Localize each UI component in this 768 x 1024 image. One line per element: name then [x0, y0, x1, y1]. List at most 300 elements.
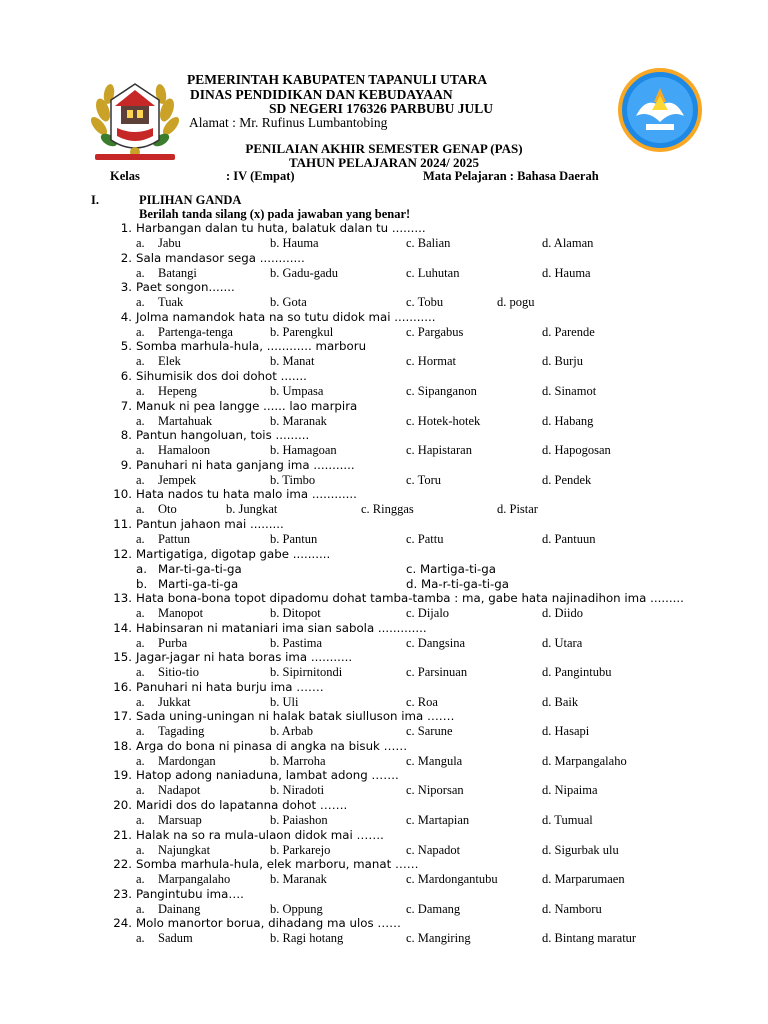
option-text: c. Niporsan	[406, 783, 464, 798]
answer-option[interactable]	[270, 354, 314, 369]
question-number: 2.	[120, 250, 132, 265]
answer-option[interactable]	[406, 783, 464, 798]
question-number: 12.	[113, 546, 132, 561]
option-text: c. Hapistaran	[406, 443, 472, 458]
option-text: Martahuak	[158, 413, 213, 428]
answer-option[interactable]	[136, 636, 187, 651]
answer-option[interactable]	[136, 562, 242, 576]
answer-option[interactable]	[542, 754, 627, 769]
header-school-name: SD NEGERI 176326 PARBUBU JULU	[269, 101, 494, 116]
option-text: b. Hauma	[270, 236, 319, 250]
kelas-value: : IV (Empat)	[226, 169, 295, 183]
option-text: c. Dangsina	[406, 635, 466, 650]
question-number: 15.	[113, 650, 132, 665]
option-text: Mardongan	[158, 753, 216, 768]
header-address: Alamat : Mr. Rufinus Lumbantobing	[189, 115, 388, 130]
option-text: c. Luhutan	[406, 265, 460, 280]
option-text: d. Baik	[542, 694, 579, 709]
answer-option[interactable]	[406, 354, 456, 369]
option-text: b. Pastima	[270, 635, 323, 650]
answer-option[interactable]	[406, 902, 460, 917]
question-number: 22.	[113, 857, 132, 872]
option-text: d. Pendek	[542, 472, 592, 487]
question-text: Jagar-jagar ni hata boras ima ...........	[136, 650, 353, 665]
question-item	[0, 310, 768, 340]
option-text: Tagading	[158, 724, 205, 739]
question-number: 9.	[120, 457, 132, 472]
option-text: d. Sinamot	[542, 383, 597, 398]
option-text: Najungkat	[158, 842, 211, 857]
option-letter: a.	[136, 502, 145, 517]
answer-option[interactable]	[406, 665, 467, 680]
answer-option[interactable]	[136, 473, 196, 488]
option-text: Jempek	[158, 472, 197, 487]
option-letter: a.	[136, 236, 145, 250]
option-letter: a.	[136, 383, 145, 398]
option-text: d. Hapogosan	[542, 443, 611, 458]
option-letter: a.	[136, 753, 145, 768]
answer-option[interactable]	[361, 502, 414, 517]
question-item	[0, 547, 768, 591]
answer-option[interactable]	[136, 325, 233, 340]
question-text: Paet songon.......	[136, 280, 235, 295]
answer-option[interactable]	[542, 695, 578, 710]
question-text: Martigatiga, digotap gabe ..........	[136, 546, 331, 561]
option-text: c. Napadot	[406, 842, 461, 857]
option-text: d. Marpangalaho	[542, 753, 627, 768]
option-letter: a.	[136, 295, 145, 310]
question-item	[0, 591, 768, 621]
option-text: d. Utara	[542, 635, 583, 650]
answer-option[interactable]	[542, 236, 593, 251]
header-department: DINAS PENDIDIKAN DAN KEBUDAYAAN	[190, 87, 453, 102]
question-number: 18.	[113, 738, 132, 753]
option-text: b. Pantun	[270, 531, 318, 546]
option-text: b. Gadu-gadu	[270, 265, 339, 280]
question-number: 10.	[113, 487, 132, 502]
question-text: Pantun jahaon mai .........	[136, 516, 284, 531]
option-text: Mar-ti-ga-ti-ga	[158, 561, 242, 576]
option-letter: a.	[136, 842, 145, 857]
option-text: c. Ringgas	[361, 502, 414, 517]
answer-option[interactable]	[270, 414, 327, 429]
option-text: d. Marparumaen	[542, 872, 625, 887]
option-text: d. Ma-r-ti-ga-ti-ga	[406, 576, 510, 591]
answer-option[interactable]	[542, 783, 598, 798]
option-text: Dainang	[158, 901, 201, 916]
answer-option[interactable]	[406, 931, 471, 946]
answer-option[interactable]	[136, 606, 203, 621]
question-number: 19.	[113, 768, 132, 783]
question-number: 13.	[113, 590, 132, 605]
question-number: 14.	[113, 620, 132, 635]
option-text: c. Mangiring	[406, 931, 471, 946]
option-text: Jabu	[158, 236, 181, 250]
answer-option[interactable]	[542, 325, 595, 340]
option-text: b. Niradoti	[270, 783, 325, 798]
answer-option[interactable]	[406, 266, 459, 281]
option-text: c. Damang	[406, 901, 461, 916]
option-text: b. Oppung	[270, 901, 323, 916]
question-text: Sada uning-uningan ni halak batak siulluson ima …….	[136, 709, 455, 724]
answer-option[interactable]	[270, 532, 317, 547]
answer-option[interactable]	[136, 266, 197, 281]
question-item	[0, 709, 768, 739]
question-number: 11.	[113, 516, 132, 531]
option-text: b. Manat	[270, 354, 315, 369]
question-number: 4.	[120, 309, 132, 324]
option-text: b. Ditopot	[270, 605, 321, 620]
option-text: Oto	[158, 502, 177, 517]
answer-option[interactable]	[136, 295, 183, 310]
answer-option[interactable]	[406, 577, 509, 591]
option-letter: a.	[136, 561, 147, 576]
answer-option[interactable]	[406, 872, 498, 887]
option-letter: a.	[136, 783, 145, 798]
option-text: b. Hamagoan	[270, 443, 337, 458]
question-text: Manuk ni pea langge ...... lao marpira	[136, 398, 358, 413]
option-text: b. Ragi hotang	[270, 931, 344, 946]
answer-option[interactable]	[542, 606, 583, 621]
question-item	[0, 650, 768, 680]
question-item	[0, 916, 768, 946]
question-text: Panuhari ni hata ganjang ima ...........	[136, 457, 355, 472]
answer-option[interactable]	[136, 843, 210, 858]
section-instruction: Berilah tanda silang (x) pada jawaban yang benar!	[139, 207, 411, 221]
answer-option[interactable]	[270, 665, 342, 680]
question-item	[0, 399, 768, 429]
answer-option[interactable]	[136, 754, 216, 769]
exam-title: PENILAIAN AKHIR SEMESTER GENAP (PAS)	[245, 141, 523, 156]
header-government: PEMERINTAH KABUPATEN TAPANULI UTARA	[187, 72, 488, 87]
option-text: b. Sipirnitondi	[270, 665, 343, 680]
question-list	[0, 221, 768, 946]
question-item	[0, 428, 768, 458]
answer-option[interactable]	[406, 473, 441, 488]
answer-option[interactable]	[406, 606, 449, 621]
option-letter: a.	[136, 724, 145, 739]
answer-option[interactable]	[406, 813, 469, 828]
option-letter: a.	[136, 413, 145, 428]
question-number: 1.	[120, 221, 132, 235]
exam-year: TAHUN PELAJARAN 2024/ 2025	[288, 155, 480, 170]
option-letter: a.	[136, 531, 145, 546]
option-letter: a.	[136, 265, 145, 280]
option-text: d. Tumual	[542, 813, 593, 828]
option-letter: a.	[136, 813, 145, 828]
option-letter: a.	[136, 694, 145, 709]
option-text: d. Burju	[542, 354, 583, 369]
answer-option[interactable]	[270, 902, 323, 917]
answer-option[interactable]	[270, 384, 323, 399]
answer-option[interactable]	[542, 473, 591, 488]
answer-option[interactable]	[136, 695, 191, 710]
answer-option[interactable]	[406, 414, 480, 429]
answer-option[interactable]	[497, 295, 535, 310]
question-text: Halak na so ra mula-ulaon didok mai …….	[136, 827, 384, 842]
option-text: d. Namboru	[542, 901, 602, 916]
option-text: d. Alaman	[542, 236, 594, 250]
answer-option[interactable]	[136, 783, 200, 798]
option-letter: a.	[136, 605, 145, 620]
option-text: d. Parende	[542, 324, 595, 339]
option-text: c. Sipanganon	[406, 383, 477, 398]
answer-option[interactable]	[136, 236, 181, 251]
answer-option[interactable]	[136, 354, 181, 369]
answer-option[interactable]	[406, 843, 460, 858]
answer-option[interactable]	[406, 695, 438, 710]
answer-option[interactable]	[270, 931, 343, 946]
question-item	[0, 280, 768, 310]
question-item	[0, 768, 768, 798]
option-text: c. Pargabus	[406, 324, 464, 339]
section-numeral: I.	[91, 193, 99, 207]
answer-option[interactable]	[270, 236, 319, 251]
option-text: Hamaloon	[158, 443, 211, 458]
question-text: Pangintubu ima….	[136, 886, 244, 901]
answer-option[interactable]	[542, 665, 611, 680]
answer-option[interactable]	[136, 532, 190, 547]
question-text: Pantun hangoluan, tois .........	[136, 428, 310, 443]
option-letter: a.	[136, 665, 145, 680]
question-item	[0, 517, 768, 547]
option-text: d. Hauma	[542, 265, 591, 280]
answer-option[interactable]	[406, 562, 496, 576]
answer-option[interactable]	[542, 902, 602, 917]
answer-option[interactable]	[542, 843, 619, 858]
question-text: Harbangan dalan tu huta, balatuk dalan tu .........	[136, 221, 426, 235]
question-text: Sala mandasor sega ............	[136, 250, 305, 265]
question-text: Molo manortor borua, dihadang ma ulos ……	[136, 916, 401, 931]
answer-option[interactable]	[270, 695, 298, 710]
answer-option[interactable]	[270, 783, 324, 798]
option-text: b. Uli	[270, 694, 299, 709]
option-text: b. Parengkul	[270, 324, 334, 339]
option-text: Marpangalaho	[158, 872, 231, 887]
option-text: Partenga-tenga	[158, 324, 233, 339]
option-text: Sitio-tio	[158, 665, 199, 680]
answer-option[interactable]	[136, 724, 204, 739]
answer-option[interactable]	[136, 577, 238, 591]
question-item	[0, 680, 768, 710]
answer-option[interactable]	[542, 532, 595, 547]
answer-option[interactable]	[270, 443, 337, 458]
answer-option[interactable]	[136, 813, 202, 828]
option-text: Nadapot	[158, 783, 201, 798]
answer-option[interactable]	[406, 236, 450, 251]
question-text: Panuhari ni hata burju ima …….	[136, 679, 324, 694]
question-item	[0, 458, 768, 488]
option-text: Manopot	[158, 605, 204, 620]
option-text: b. Marroha	[270, 753, 326, 768]
answer-option[interactable]	[542, 724, 589, 739]
option-text: b. Timbo	[270, 472, 316, 487]
option-text: d. Habang	[542, 413, 594, 428]
answer-option[interactable]	[406, 443, 472, 458]
option-letter: a.	[136, 354, 145, 369]
question-item	[0, 798, 768, 828]
answer-option[interactable]	[406, 295, 443, 310]
answer-option[interactable]	[406, 384, 477, 399]
option-text: c. Sarune	[406, 724, 453, 739]
question-number: 7.	[120, 398, 132, 413]
option-letter: a.	[136, 901, 145, 916]
question-text: Arga do bona ni pinasa di angka na bisuk ……	[136, 738, 408, 753]
answer-option[interactable]	[270, 325, 333, 340]
option-text: c. Hotek-hotek	[406, 413, 481, 428]
question-text: Maridi dos do lapatanna dohot …….	[136, 798, 348, 813]
answer-option[interactable]	[136, 872, 230, 887]
option-text: Sadum	[158, 931, 193, 946]
section-title: PILIHAN GANDA	[139, 193, 242, 207]
answer-option[interactable]	[542, 354, 583, 369]
option-text: c. Hormat	[406, 354, 456, 369]
answer-option[interactable]	[270, 872, 327, 887]
question-text: Hatop adong naniaduna, lambat adong …….	[136, 768, 399, 783]
question-item	[0, 621, 768, 651]
option-text: d. Diido	[542, 605, 583, 620]
option-text: b. Maranak	[270, 413, 327, 428]
option-text: c. Parsinuan	[406, 665, 468, 680]
option-text: d. Bintang maratur	[542, 931, 637, 946]
option-text: c. Martapian	[406, 813, 470, 828]
question-item	[0, 857, 768, 887]
answer-option[interactable]	[136, 902, 200, 917]
question-item	[0, 221, 768, 251]
question-item	[0, 339, 768, 369]
option-letter: a.	[136, 931, 145, 946]
answer-option[interactable]	[406, 325, 463, 340]
option-text: c. Mangula	[406, 753, 463, 768]
answer-option[interactable]	[542, 872, 625, 887]
option-text: Jukkat	[158, 694, 191, 709]
question-text: Habinsaran ni mataniari ima sian sabola .............	[136, 620, 427, 635]
answer-option[interactable]	[136, 502, 177, 517]
answer-option[interactable]	[542, 931, 636, 946]
question-number: 17.	[113, 709, 132, 724]
question-item	[0, 739, 768, 769]
answer-option[interactable]	[542, 636, 582, 651]
answer-option[interactable]	[270, 295, 307, 310]
option-text: b. Paiashon	[270, 813, 328, 828]
option-text: d. Hasapi	[542, 724, 590, 739]
option-text: b. Gota	[270, 295, 307, 310]
answer-option[interactable]	[542, 443, 611, 458]
question-item	[0, 251, 768, 281]
option-text: d. Pantuun	[542, 531, 596, 546]
question-number: 24.	[113, 916, 132, 931]
answer-option[interactable]	[270, 266, 338, 281]
question-number: 8.	[120, 428, 132, 443]
option-text: b. Parkarejo	[270, 842, 331, 857]
option-text: d. pogu	[497, 295, 535, 310]
answer-option[interactable]	[497, 502, 538, 517]
answer-option[interactable]	[406, 754, 462, 769]
question-number: 16.	[113, 679, 132, 694]
answer-option[interactable]	[542, 384, 596, 399]
option-text: Pattun	[158, 531, 190, 546]
question-text: Jolma namandok hata na so tutu didok mai ...........	[136, 309, 436, 324]
question-number: 6.	[120, 368, 132, 383]
question-item	[0, 369, 768, 399]
question-number: 20.	[113, 798, 132, 813]
answer-option[interactable]	[270, 813, 328, 828]
option-text: Hepeng	[158, 383, 197, 398]
answer-option[interactable]	[270, 724, 313, 739]
option-letter: a.	[136, 872, 145, 887]
answer-option[interactable]	[270, 606, 321, 621]
answer-option[interactable]	[542, 414, 593, 429]
option-text: b. Jungkat	[226, 502, 278, 517]
answer-option[interactable]	[270, 843, 330, 858]
kelas-label: Kelas	[110, 169, 140, 183]
option-text: c. Tobu	[406, 295, 444, 310]
question-text: Somba marhula-hula, ............ marboru	[136, 339, 367, 354]
option-letter: a.	[136, 635, 145, 650]
option-text: Elek	[158, 354, 181, 369]
answer-option[interactable]	[270, 754, 326, 769]
answer-option[interactable]	[270, 473, 315, 488]
option-text: Tuak	[158, 295, 184, 310]
option-letter: a.	[136, 472, 145, 487]
option-text: d. Pistar	[497, 502, 538, 517]
option-letter: b.	[136, 576, 148, 591]
option-text: c. Balian	[406, 236, 451, 250]
answer-option[interactable]	[226, 502, 277, 517]
option-text: Purba	[158, 635, 188, 650]
question-number: 23.	[113, 886, 132, 901]
question-text: Hata bona-bona topot dipadomu dohat tamba-tamba : ma, gabe hata najinadihon ima .........	[136, 590, 684, 605]
answer-option[interactable]	[136, 931, 193, 946]
question-number: 5.	[120, 339, 132, 354]
option-text: c. Pattu	[406, 531, 444, 546]
answer-option[interactable]	[136, 443, 210, 458]
option-text: c. Mardongantubu	[406, 872, 498, 887]
option-letter: a.	[136, 324, 145, 339]
option-text: Marti-ga-ti-ga	[158, 576, 239, 591]
option-text: Marsuap	[158, 813, 202, 828]
answer-option[interactable]	[406, 724, 453, 739]
option-text: c. Roa	[406, 694, 438, 709]
question-number: 3.	[120, 280, 132, 295]
answer-option[interactable]	[542, 266, 591, 281]
question-text: Hata nados tu hata malo ima ............	[136, 487, 357, 502]
question-item	[0, 487, 768, 517]
option-text: b. Arbab	[270, 724, 314, 739]
question-text: Sihumisik dos doi dohot .......	[136, 368, 307, 383]
question-item	[0, 828, 768, 858]
answer-option[interactable]	[136, 665, 199, 680]
option-letter: a.	[136, 443, 145, 458]
answer-option[interactable]	[406, 636, 465, 651]
question-item	[0, 887, 768, 917]
option-text: c. Toru	[406, 472, 441, 487]
option-text: d. Pangintubu	[542, 665, 612, 680]
option-text: b. Umpasa	[270, 383, 324, 398]
answer-option[interactable]	[136, 384, 197, 399]
option-text: b. Maranak	[270, 872, 327, 887]
answer-option[interactable]	[406, 532, 444, 547]
answer-option[interactable]	[136, 414, 212, 429]
subject-label: Mata Pelajaran : Bahasa Daerah	[423, 169, 599, 183]
answer-option[interactable]	[270, 636, 322, 651]
option-text: Batangi	[158, 265, 197, 280]
option-text: d. Sigurbak ulu	[542, 842, 619, 857]
answer-option[interactable]	[542, 813, 593, 828]
option-text: c. Dijalo	[406, 605, 450, 620]
question-number: 21.	[113, 827, 132, 842]
option-text: d. Nipaima	[542, 783, 598, 798]
